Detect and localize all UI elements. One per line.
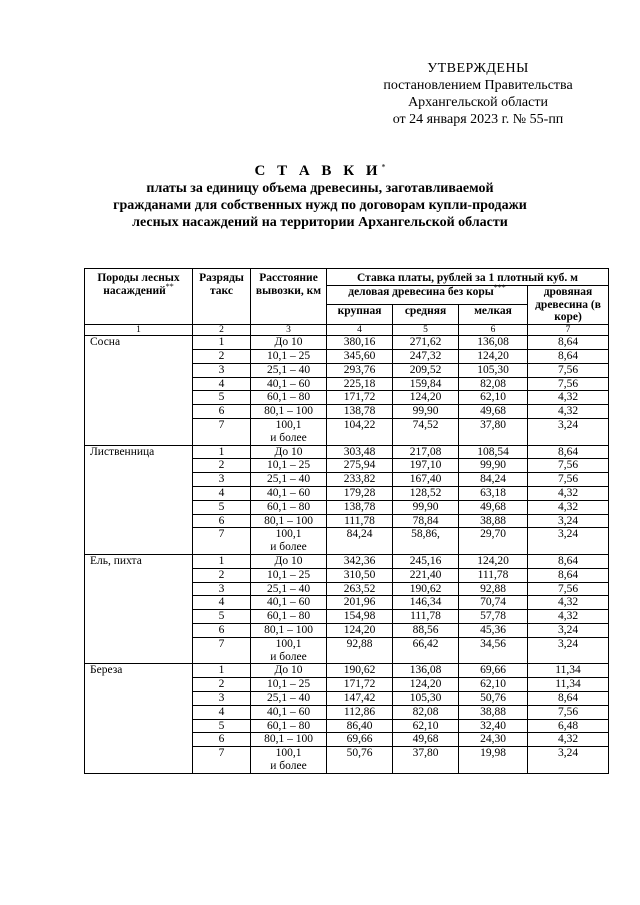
distance-cell — [251, 418, 327, 445]
large-rate-cell: 50,76 — [327, 747, 393, 774]
title-line: гражданами для собственных нужд по договорам купли-продажи — [113, 198, 527, 213]
fuel-rate-cell: 3,24 — [528, 418, 609, 445]
class-cell: 3 — [193, 691, 251, 705]
distance-line: и более — [270, 650, 307, 663]
class-cell: 3 — [193, 582, 251, 596]
fuel-rate-cell: 4,32 — [528, 391, 609, 405]
small-rate-cell: 38,88 — [459, 705, 528, 719]
small-rate-cell: 29,70 — [459, 528, 528, 555]
fuel-rate-cell: 7,56 — [528, 582, 609, 596]
large-rate-cell: 104,22 — [327, 418, 393, 445]
distance-cell: 40,1 – 60 — [251, 377, 327, 391]
class-cell: 5 — [193, 500, 251, 514]
large-rate-cell: 69,66 — [327, 733, 393, 747]
large-rate-cell: 171,72 — [327, 678, 393, 692]
small-rate-cell: 69,66 — [459, 664, 528, 678]
large-rate-cell: 345,60 — [327, 349, 393, 363]
distance-cell: 25,1 – 40 — [251, 473, 327, 487]
distance-line: 100,1 — [275, 418, 302, 431]
class-cell: 1 — [193, 336, 251, 350]
fuel-rate-cell: 4,32 — [528, 486, 609, 500]
medium-rate-cell: 190,62 — [393, 582, 459, 596]
large-rate-cell: 225,18 — [327, 377, 393, 391]
medium-rate-cell: 49,68 — [393, 733, 459, 747]
distance-cell: До 10 — [251, 445, 327, 459]
species-cell: Ель, пихта — [85, 554, 193, 663]
medium-rate-cell: 74,52 — [393, 418, 459, 445]
fuel-rate-cell: 7,56 — [528, 705, 609, 719]
header-distance: Расстояние вывозки, км — [251, 269, 327, 325]
approval-date: от 24 января 2023 г. № 55-пп — [392, 112, 564, 127]
large-rate-cell: 263,52 — [327, 582, 393, 596]
class-cell: 4 — [193, 705, 251, 719]
small-rate-cell: 63,18 — [459, 486, 528, 500]
small-rate-cell: 37,80 — [459, 418, 528, 445]
table-row — [85, 445, 609, 459]
class-cell: 4 — [193, 377, 251, 391]
class-cell: 6 — [193, 623, 251, 637]
fuel-rate-cell: 4,32 — [528, 500, 609, 514]
column-number: 5 — [393, 325, 459, 336]
small-rate-cell: 24,30 — [459, 733, 528, 747]
medium-rate-cell: 82,08 — [393, 705, 459, 719]
distance-cell: 25,1 – 40 — [251, 363, 327, 377]
small-rate-cell: 19,98 — [459, 747, 528, 774]
medium-rate-cell: 209,52 — [393, 363, 459, 377]
small-rate-cell: 45,36 — [459, 623, 528, 637]
fuel-rate-cell: 8,64 — [528, 349, 609, 363]
class-cell: 6 — [193, 405, 251, 419]
small-rate-cell: 84,24 — [459, 473, 528, 487]
distance-cell — [251, 528, 327, 555]
distance-line: и более — [270, 759, 307, 772]
large-rate-cell: 124,20 — [327, 623, 393, 637]
small-rate-cell: 50,76 — [459, 691, 528, 705]
column-number: 4 — [327, 325, 393, 336]
class-cell: 1 — [193, 554, 251, 568]
distance-cell: 25,1 – 40 — [251, 582, 327, 596]
class-cell: 2 — [193, 349, 251, 363]
approval-line: Архангельской области — [408, 95, 548, 110]
fuel-rate-cell: 8,64 — [528, 336, 609, 350]
table-row — [85, 336, 609, 350]
medium-rate-cell: 197,10 — [393, 459, 459, 473]
distance-cell: 80,1 – 100 — [251, 733, 327, 747]
distance-cell: 10,1 – 25 — [251, 568, 327, 582]
large-rate-cell: 147,42 — [327, 691, 393, 705]
title-heading: С Т А В К И — [254, 163, 382, 179]
fuel-rate-cell: 8,64 — [528, 445, 609, 459]
fuel-rate-cell: 3,24 — [528, 514, 609, 528]
small-rate-cell: 108,54 — [459, 445, 528, 459]
medium-rate-cell: 136,08 — [393, 664, 459, 678]
distance-cell: 40,1 – 60 — [251, 705, 327, 719]
distance-line: 100,1 — [275, 747, 302, 760]
distance-cell: 25,1 – 40 — [251, 691, 327, 705]
header-medium: средняя — [393, 305, 459, 325]
medium-rate-cell: 105,30 — [393, 691, 459, 705]
species-cell: Лиственница — [85, 445, 193, 554]
class-cell: 2 — [193, 568, 251, 582]
fuel-rate-cell: 4,32 — [528, 733, 609, 747]
title-footnote-mark: * — [381, 162, 386, 172]
small-rate-cell: 105,30 — [459, 363, 528, 377]
distance-cell: 80,1 – 100 — [251, 623, 327, 637]
species-cell: Сосна — [85, 336, 193, 445]
medium-rate-cell: 124,20 — [393, 678, 459, 692]
fuel-rate-cell: 7,56 — [528, 363, 609, 377]
column-number: 2 — [193, 325, 251, 336]
large-rate-cell: 138,78 — [327, 405, 393, 419]
large-rate-cell: 303,48 — [327, 445, 393, 459]
column-number: 1 — [85, 325, 193, 336]
fuel-rate-cell: 8,64 — [528, 568, 609, 582]
class-cell: 7 — [193, 418, 251, 445]
fuel-rate-cell: 3,24 — [528, 637, 609, 664]
header-large: крупная — [327, 305, 393, 325]
header-small: мелкая — [459, 305, 528, 325]
large-rate-cell: 138,78 — [327, 500, 393, 514]
medium-rate-cell: 58,86, — [393, 528, 459, 555]
column-number: 6 — [459, 325, 528, 336]
small-rate-cell: 34,56 — [459, 637, 528, 664]
medium-rate-cell: 99,90 — [393, 405, 459, 419]
large-rate-cell: 190,62 — [327, 664, 393, 678]
medium-rate-cell: 271,62 — [393, 336, 459, 350]
class-cell: 7 — [193, 747, 251, 774]
fuel-rate-cell: 7,56 — [528, 459, 609, 473]
header-fuel-wood: дровяная древесина (в коре) — [528, 285, 609, 324]
small-rate-cell: 124,20 — [459, 554, 528, 568]
distance-cell: 10,1 – 25 — [251, 459, 327, 473]
large-rate-cell: 293,76 — [327, 363, 393, 377]
medium-rate-cell: 37,80 — [393, 747, 459, 774]
rates-table — [84, 268, 609, 774]
class-cell: 6 — [193, 514, 251, 528]
distance-cell: 80,1 – 100 — [251, 405, 327, 419]
fuel-rate-cell: 11,34 — [528, 664, 609, 678]
fuel-rate-cell: 3,24 — [528, 623, 609, 637]
small-rate-cell: 136,08 — [459, 336, 528, 350]
large-rate-cell: 179,28 — [327, 486, 393, 500]
distance-line: 100,1 — [275, 528, 302, 541]
medium-rate-cell: 146,34 — [393, 596, 459, 610]
header-class: Разряды такс — [193, 269, 251, 325]
distance-cell: 60,1 – 80 — [251, 391, 327, 405]
distance-cell — [251, 747, 327, 774]
distance-cell: 60,1 – 80 — [251, 719, 327, 733]
class-cell: 4 — [193, 596, 251, 610]
title-line: лесных насаждений на территории Архангельской области — [132, 215, 508, 230]
fuel-rate-cell: 8,64 — [528, 691, 609, 705]
distance-cell — [251, 637, 327, 664]
small-rate-cell: 99,90 — [459, 459, 528, 473]
fuel-rate-cell: 6,48 — [528, 719, 609, 733]
distance-cell: 60,1 – 80 — [251, 500, 327, 514]
large-rate-cell: 233,82 — [327, 473, 393, 487]
large-rate-cell: 342,36 — [327, 554, 393, 568]
class-cell: 1 — [193, 664, 251, 678]
distance-line: и более — [270, 431, 307, 444]
fuel-rate-cell: 4,32 — [528, 405, 609, 419]
medium-rate-cell: 159,84 — [393, 377, 459, 391]
fuel-rate-cell: 3,24 — [528, 747, 609, 774]
column-numbers-row — [85, 325, 609, 336]
column-number: 7 — [528, 325, 609, 336]
medium-rate-cell: 99,90 — [393, 500, 459, 514]
distance-cell: 10,1 – 25 — [251, 678, 327, 692]
medium-rate-cell: 217,08 — [393, 445, 459, 459]
small-rate-cell: 57,78 — [459, 610, 528, 624]
class-cell: 6 — [193, 733, 251, 747]
distance-cell: 60,1 – 80 — [251, 610, 327, 624]
class-cell: 2 — [193, 459, 251, 473]
large-rate-cell: 201,96 — [327, 596, 393, 610]
small-rate-cell: 70,74 — [459, 596, 528, 610]
distance-cell: 80,1 – 100 — [251, 514, 327, 528]
fuel-rate-cell: 4,32 — [528, 610, 609, 624]
medium-rate-cell: 88,56 — [393, 623, 459, 637]
medium-rate-cell: 245,16 — [393, 554, 459, 568]
small-rate-cell: 49,68 — [459, 500, 528, 514]
column-number: 3 — [251, 325, 327, 336]
title-line: платы за единицу объема древесины, заготавливаемой — [146, 181, 494, 196]
medium-rate-cell: 62,10 — [393, 719, 459, 733]
small-rate-cell: 92,88 — [459, 582, 528, 596]
header-business-wood: деловая древесина без коры*** — [327, 285, 528, 305]
medium-rate-cell: 78,84 — [393, 514, 459, 528]
class-cell: 3 — [193, 363, 251, 377]
approval-block — [352, 60, 604, 128]
document-title — [60, 163, 580, 231]
medium-rate-cell: 124,20 — [393, 391, 459, 405]
small-rate-cell: 111,78 — [459, 568, 528, 582]
small-rate-cell: 49,68 — [459, 405, 528, 419]
fuel-rate-cell: 11,34 — [528, 678, 609, 692]
class-cell: 5 — [193, 719, 251, 733]
species-cell: Береза — [85, 664, 193, 773]
distance-cell: До 10 — [251, 664, 327, 678]
large-rate-cell: 171,72 — [327, 391, 393, 405]
large-rate-cell: 84,24 — [327, 528, 393, 555]
class-cell: 3 — [193, 473, 251, 487]
small-rate-cell: 82,08 — [459, 377, 528, 391]
distance-cell: До 10 — [251, 554, 327, 568]
class-cell: 5 — [193, 610, 251, 624]
class-cell: 2 — [193, 678, 251, 692]
header-species: Породы лесных насаждений** — [85, 269, 193, 325]
large-rate-cell: 112,86 — [327, 705, 393, 719]
fuel-rate-cell: 4,32 — [528, 596, 609, 610]
table-row — [85, 554, 609, 568]
large-rate-cell: 92,88 — [327, 637, 393, 664]
small-rate-cell: 62,10 — [459, 391, 528, 405]
large-rate-cell: 86,40 — [327, 719, 393, 733]
small-rate-cell: 32,40 — [459, 719, 528, 733]
class-cell: 5 — [193, 391, 251, 405]
large-rate-cell: 310,50 — [327, 568, 393, 582]
medium-rate-cell: 167,40 — [393, 473, 459, 487]
large-rate-cell: 154,98 — [327, 610, 393, 624]
distance-cell: До 10 — [251, 336, 327, 350]
small-rate-cell: 124,20 — [459, 349, 528, 363]
table-row — [85, 664, 609, 678]
medium-rate-cell: 221,40 — [393, 568, 459, 582]
fuel-rate-cell: 7,56 — [528, 473, 609, 487]
class-cell: 7 — [193, 528, 251, 555]
medium-rate-cell: 66,42 — [393, 637, 459, 664]
distance-cell: 40,1 – 60 — [251, 596, 327, 610]
header-rate: Ставка платы, рублей за 1 плотный куб. м — [327, 269, 609, 286]
large-rate-cell: 111,78 — [327, 514, 393, 528]
class-cell: 4 — [193, 486, 251, 500]
medium-rate-cell: 111,78 — [393, 610, 459, 624]
approval-title: УТВЕРЖДЕНЫ — [427, 61, 529, 76]
distance-line: 100,1 — [275, 637, 302, 650]
large-rate-cell: 380,16 — [327, 336, 393, 350]
medium-rate-cell: 128,52 — [393, 486, 459, 500]
fuel-rate-cell: 3,24 — [528, 528, 609, 555]
class-cell: 1 — [193, 445, 251, 459]
distance-line: и более — [270, 541, 307, 554]
fuel-rate-cell: 7,56 — [528, 377, 609, 391]
class-cell: 7 — [193, 637, 251, 664]
small-rate-cell: 38,88 — [459, 514, 528, 528]
medium-rate-cell: 247,32 — [393, 349, 459, 363]
small-rate-cell: 62,10 — [459, 678, 528, 692]
distance-cell: 10,1 – 25 — [251, 349, 327, 363]
large-rate-cell: 275,94 — [327, 459, 393, 473]
distance-cell: 40,1 – 60 — [251, 486, 327, 500]
fuel-rate-cell: 8,64 — [528, 554, 609, 568]
approval-line: постановлением Правительства — [383, 78, 573, 93]
